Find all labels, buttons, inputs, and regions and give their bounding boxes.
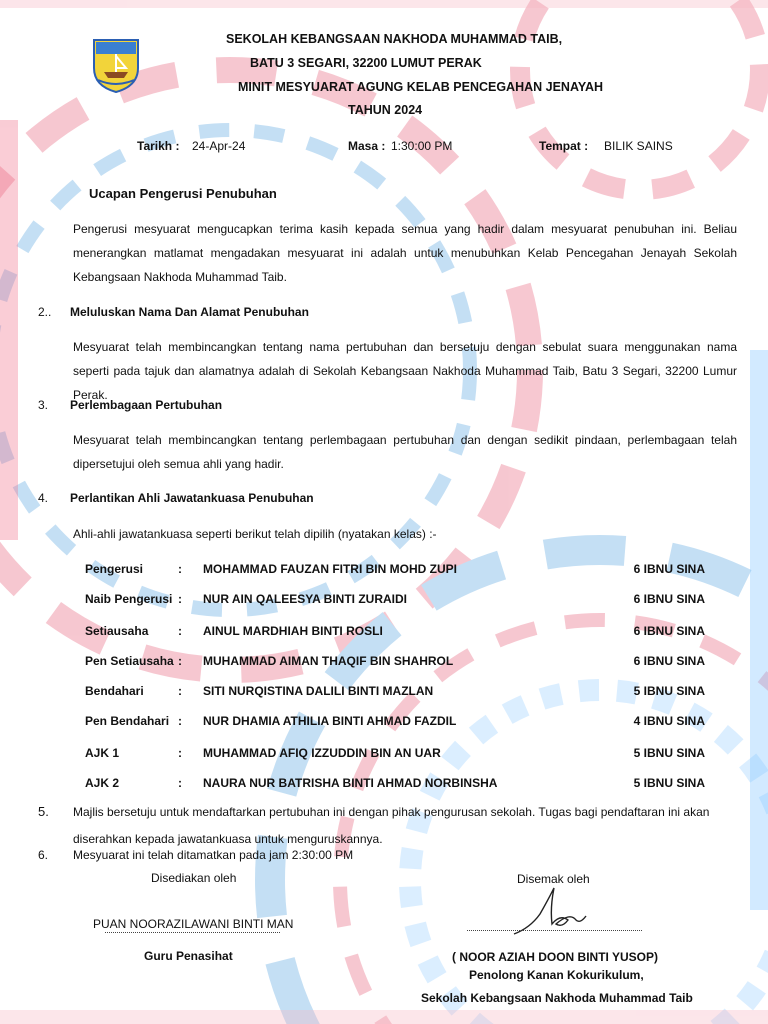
section-5-line-1: Majlis bersetuju untuk mendaftarkan pertubuhan ini dengan pihak pengurusan sekolah. Tugas bagi pendaftaran ini akan bbox=[73, 805, 710, 819]
committee-colon: : bbox=[178, 684, 182, 698]
committee-name: MUHAMMAD AFIQ IZZUDDIN BIN AN UAR bbox=[203, 746, 441, 760]
place-label: Tempat : bbox=[539, 139, 589, 153]
committee-name: SITI NURQISTINA DALILI BINTI MAZLAN bbox=[203, 684, 434, 698]
section-4-intro: Ahli-ahli jawatankuasa seperti berikut telah dipilih (nyatakan kelas) :- bbox=[73, 527, 437, 541]
section-3-title: Perlembagaan Pertubuhan bbox=[70, 398, 223, 412]
section-3-text: Mesyuarat telah membincangkan tentang perlembagaan pertubuhan dan dengan sedikit pindaan, perlembagaan telah dipersetujui oleh semua ahli yang hadir. bbox=[73, 433, 737, 471]
approved-by-name: ( NOOR AZIAH DOON BINTI YUSOP) bbox=[452, 950, 659, 964]
committee-name: MOHAMMAD FAUZAN FITRI BIN MOHD ZUPI bbox=[203, 562, 457, 576]
committee-row bbox=[85, 684, 705, 702]
section-1-title: Ucapan Pengerusi Penubuhan bbox=[89, 186, 277, 201]
committee-colon: : bbox=[178, 714, 182, 728]
committee-class: 5 IBNU SINA bbox=[633, 684, 705, 698]
committee-class: 5 IBNU SINA bbox=[633, 776, 705, 790]
committee-class: 6 IBNU SINA bbox=[633, 592, 705, 606]
committee-class: 6 IBNU SINA bbox=[633, 562, 705, 576]
date-value: 24-Apr-24 bbox=[192, 139, 246, 153]
document-title: MINIT MESYUARAT AGUNG KELAB PENCEGAHAN JENAYAH bbox=[238, 80, 604, 94]
committee-row bbox=[85, 624, 705, 642]
committee-row bbox=[85, 562, 705, 580]
date-label: Tarikh : bbox=[137, 139, 180, 153]
committee-role: Setiausaha bbox=[85, 624, 149, 638]
committee-role: Naib Pengerusi bbox=[85, 592, 173, 606]
committee-class: 6 IBNU SINA bbox=[633, 624, 705, 638]
section-6-number: 6. bbox=[38, 848, 49, 862]
place-value: BILIK SAINS bbox=[604, 139, 673, 153]
committee-name: NUR AIN QALEESYA BINTI ZURAIDI bbox=[203, 592, 408, 606]
committee-colon: : bbox=[178, 592, 182, 606]
prepared-by-position: Guru Penasihat bbox=[144, 949, 233, 963]
section-5-line-2: diserahkan kepada jawatankuasa untuk menguruskannya. bbox=[73, 832, 383, 846]
approved-by-school: Sekolah Kebangsaan Nakhoda Muhammad Taib bbox=[421, 991, 693, 1005]
committee-row bbox=[85, 654, 705, 672]
school-address: BATU 3 SEGARI, 32200 LUMUT PERAK bbox=[250, 56, 482, 70]
approved-by-label: Disemak oleh bbox=[517, 872, 590, 886]
committee-role: AJK 1 bbox=[85, 746, 120, 760]
committee-role: Bendahari bbox=[85, 684, 144, 698]
committee-row bbox=[85, 776, 705, 794]
committee-role: Pen Bendahari bbox=[85, 714, 170, 728]
committee-row bbox=[85, 746, 705, 764]
prepared-by-name: PUAN NOORAZILAWANI BINTI MAN bbox=[93, 917, 294, 931]
section-4-number: 4. bbox=[38, 491, 49, 505]
committee-colon: : bbox=[178, 746, 182, 760]
committee-row bbox=[85, 714, 705, 732]
time-value: 1:30:00 PM bbox=[391, 139, 453, 153]
committee-colon: : bbox=[178, 654, 182, 668]
committee-name: MUHAMMAD AIMAN THAQIF BIN SHAHROL bbox=[203, 654, 454, 668]
committee-colon: : bbox=[178, 562, 182, 576]
committee-role: Pen Setiausaha bbox=[85, 654, 174, 668]
section-2-text: Mesyuarat telah membincangkan tentang nama pertubuhan dan bersetuju dengan sebulat suara menggunakan nama seperti pada tajuk dan alamatnya adalah di Sekolah Kebangsaan Nakhoda Muhammad Taib, Batu 3 Segari, 32200 Lumur Perak. bbox=[73, 340, 737, 402]
committee-class: 6 IBNU SINA bbox=[633, 654, 705, 668]
committee-name: AINUL MARDHIAH BINTI ROSLI bbox=[203, 624, 383, 638]
time-label: Masa : bbox=[348, 139, 386, 153]
section-4-title: Perlantikan Ahli Jawatankuasa Penubuhan bbox=[70, 491, 314, 505]
approved-by-position: Penolong Kanan Kokurikulum, bbox=[469, 968, 644, 982]
section-3-number: 3. bbox=[38, 398, 49, 412]
committee-row bbox=[85, 592, 705, 610]
prepared-by-signature-line bbox=[105, 932, 280, 933]
committee-name: NAURA NUR BATRISHA BINTI AHMAD NORBINSHA bbox=[203, 776, 498, 790]
prepared-by-label: Disediakan oleh bbox=[151, 871, 237, 885]
section-2-number: 2.. bbox=[38, 305, 52, 319]
section-1-text: Pengerusi mesyuarat mengucapkan terima kasih kepada semua yang hadir dalam mesyuarat penubuhan ini. Beliau menerangkan matlamat mengadakan mesyuarat ini adalah untuk menubuhkan Kelab Pencegahan Jenayah Sekolah Kebangsaan Nakhoda Muhammad Taib. bbox=[73, 222, 737, 284]
committee-colon: : bbox=[178, 776, 182, 790]
committee-name: NUR DHAMIA ATHILIA BINTI AHMAD FAZDIL bbox=[203, 714, 457, 728]
committee-class: 4 IBNU SINA bbox=[633, 714, 705, 728]
committee-role: AJK 2 bbox=[85, 776, 120, 790]
committee-role: Pengerusi bbox=[85, 562, 144, 576]
section-2-title: Meluluskan Nama Dan Alamat Penubuhan bbox=[70, 305, 309, 319]
section-5-number: 5. bbox=[38, 804, 49, 819]
school-name: SEKOLAH KEBANGSAAN NAKHODA MUHAMMAD TAIB, bbox=[226, 32, 563, 46]
handwritten-signature bbox=[510, 884, 590, 940]
section-6-text: Mesyuarat ini telah ditamatkan pada jam 2:30:00 PM bbox=[73, 848, 354, 862]
document-year: TAHUN 2024 bbox=[348, 103, 423, 117]
committee-class: 5 IBNU SINA bbox=[633, 746, 705, 760]
committee-colon: : bbox=[178, 624, 182, 638]
school-crest-logo bbox=[90, 34, 142, 94]
